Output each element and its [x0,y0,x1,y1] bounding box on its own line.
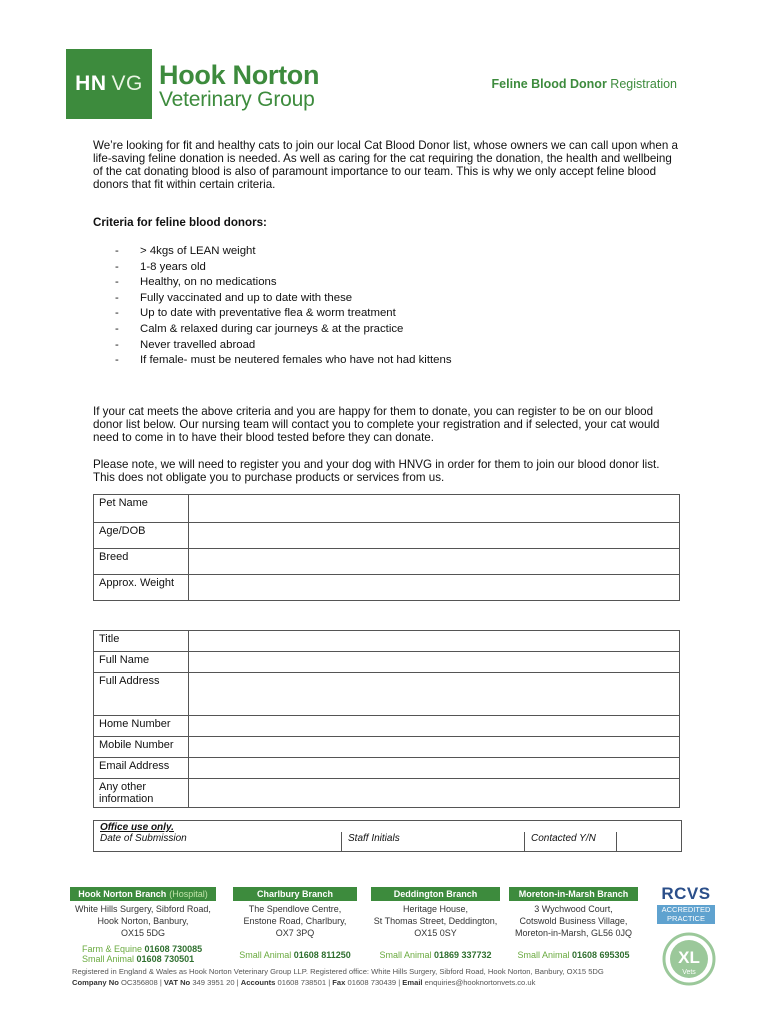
owner-details-form [93,630,680,808]
branch-heading [70,887,216,901]
pet-name-field[interactable] [189,495,680,523]
criteria-item: - If female- must be neutered females who have not had kittens [115,354,452,370]
home-number-field[interactable] [189,716,680,737]
branch-heading [233,887,357,901]
office-use-heading: Office use only. [100,822,174,833]
brand-subtitle: Veterinary Group [159,88,315,111]
address-line: Cotswold Business Village, [519,916,628,926]
full-address-label: Full Address [94,673,189,716]
branch-name: Deddington Branch [393,889,478,899]
phone-number: 01869 337732 [433,950,492,960]
phone-label: Small Animal [82,954,135,964]
company-label: Company No [72,978,119,987]
vat-number: 349 3951 20 [192,978,235,987]
branch-heading [509,887,638,901]
branch-phone [70,944,216,954]
branch-name: Hook Norton Branch [78,889,167,899]
accounts-label: Accounts [240,978,276,987]
branch-deddington [371,887,500,960]
other-info-field[interactable] [189,779,680,808]
document-title [492,77,677,91]
address-line: OX7 3PQ [275,928,315,938]
branch-address [70,903,216,939]
other-info-label-line1: Any other [99,781,147,793]
logo-initials-thin: VG [111,72,143,95]
xl-text: XL [678,948,700,967]
office-use-table [93,820,682,852]
branch-charlbury [233,887,357,960]
branch-phone [70,954,216,964]
contacted-label: Contacted Y/N [531,833,596,844]
brand-name: Hook Norton [159,60,320,90]
email-address-field[interactable] [189,758,680,779]
title-field[interactable] [189,631,680,652]
phone-label: Small Animal [517,950,570,960]
office-divider [524,832,525,851]
address-line: St Thomas Street, Deddington, [373,916,498,926]
criteria-item: - Calm & relaxed during car journeys & at the practice [115,323,452,339]
full-address-field[interactable] [189,673,680,716]
company-number: OC356808 [120,978,158,987]
address-line: White Hills Surgery, Sibford Road, [75,904,211,914]
phone-number: 01608 811250 [293,950,351,960]
other-info-label [94,779,189,808]
age-dob-field[interactable] [189,523,680,549]
phone-number: 01608 730501 [136,954,195,964]
registration-text: Registered in England & Wales as Hook Norton Veterinary Group LLP. Registered office: White Hills Surgery, Sibford Road, Hook Norton, Banbury, OX15 5DG [72,967,604,976]
phone-label: Farm & Equine [82,944,143,954]
branch-address [509,903,638,939]
xl-vets-logo [662,932,716,986]
criteria-item: - Fully vaccinated and up to date with these [115,292,452,308]
pet-details-form [93,494,680,601]
email-address-label: Email Address [94,758,189,779]
criteria-item: - Never travelled abroad [115,339,452,355]
full-name-field[interactable] [189,652,680,673]
home-number-label: Home Number [94,716,189,737]
company-details: Company No OC356808 | VAT No 349 3951 20 | Accounts 01608 738501 | Fax 01608 730439 | Email enquiries@hooknortonvets.co.uk [72,978,536,987]
fax-number: 01608 730439 [347,978,397,987]
note-paragraph: Please note, we will need to register you and your dog with HNVG in order for them to join our blood donor list. This does not obligate you to purchase products or services from us. [93,458,660,484]
intro-paragraph: We’re looking for fit and healthy cats to join our local Cat Blood Donor list, whose owners we can call upon when a life-saving feline donation is needed. As well as caring for the cat requiring the donation, the health and wellbeing of the cat donating blood is also of paramount importance to our team. This is why we only accept feline blood donors that fit within certain criteria. [93,139,678,191]
accounts-number: 01608 738501 [277,978,327,987]
pet-name-label: Pet Name [94,495,189,523]
criteria-list [115,245,452,370]
branch-heading [371,887,500,901]
fax-label: Fax [332,978,346,987]
rcvs-line: ACCREDITED [661,905,711,914]
staff-initials-label: Staff Initials [348,833,400,844]
criteria-item: - > 4kgs of LEAN weight [115,245,452,261]
branch-name: Moreton-in-Marsh Branch [518,889,629,899]
branch-phone [371,950,500,960]
registration-paragraph: If your cat meets the above criteria and you are happy for them to donate, you can register to be on our blood donor list below. Our nursing team will contact you to complete your registration and if selected, your cat would need to come in to have their blood tested before they can donate. [93,405,660,444]
address-line: Heritage House, [402,904,469,914]
address-line: Moreton-in-Marsh, GL56 0JQ [514,928,633,938]
phone-number: 01608 730085 [144,944,203,954]
phone-label: Small Animal [239,950,292,960]
breed-label: Breed [94,549,189,575]
full-name-label: Full Name [94,652,189,673]
hnvg-logo [66,49,152,119]
rcvs-accredited-banner [657,905,715,924]
document-title-rest: Registration [610,77,677,91]
email-address[interactable]: enquiries@hooknortonvets.co.uk [424,978,536,987]
other-info-label-line2: information [99,793,154,805]
branch-address [233,903,357,939]
address-line: OX15 5DG [120,928,166,938]
branch-highlight: (Hospital) [169,889,208,899]
rcvs-logo-text: RCVS [661,884,711,903]
branch-address [371,903,500,939]
breed-field[interactable] [189,549,680,575]
criteria-item: - 1-8 years old [115,261,452,277]
weight-label: Approx. Weight [94,575,189,601]
criteria-item: - Up to date with preventative flea & worm treatment [115,307,452,323]
document-title-bold: Feline Blood Donor [491,77,607,91]
rcvs-line: PRACTICE [667,913,705,923]
office-divider [616,832,617,851]
phone-number: 01608 695305 [571,950,630,960]
address-line: OX15 0SY [414,928,457,938]
date-of-submission-label: Date of Submission [100,833,187,844]
mobile-number-field[interactable] [189,737,680,758]
xl-sub-text: Vets [682,969,696,976]
rcvs-accredited-badge [657,884,715,924]
mobile-number-label: Mobile Number [94,737,189,758]
branch-hook-norton [70,887,216,964]
criteria-heading: Criteria for feline blood donors: [93,216,267,229]
branch-moreton [509,887,638,960]
criteria-item: - Healthy, on no medications [115,276,452,292]
address-line: Hook Norton, Banbury, [97,916,189,926]
address-line: 3 Wychwood Court, [534,904,613,914]
title-label: Title [94,631,189,652]
branch-phone [509,950,638,960]
branch-phone [233,950,357,960]
email-label: Email [402,978,423,987]
weight-field[interactable] [189,575,680,601]
vat-label: VAT No [163,978,191,987]
address-line: Enstone Road, Charlbury, [243,916,347,926]
office-divider [341,832,342,851]
branch-name: Charlbury Branch [256,889,334,899]
address-line: The Spendlove Centre, [248,904,342,914]
phone-label: Small Animal [379,950,432,960]
logo-initials-bold: HN [75,72,107,95]
age-dob-label: Age/DOB [94,523,189,549]
